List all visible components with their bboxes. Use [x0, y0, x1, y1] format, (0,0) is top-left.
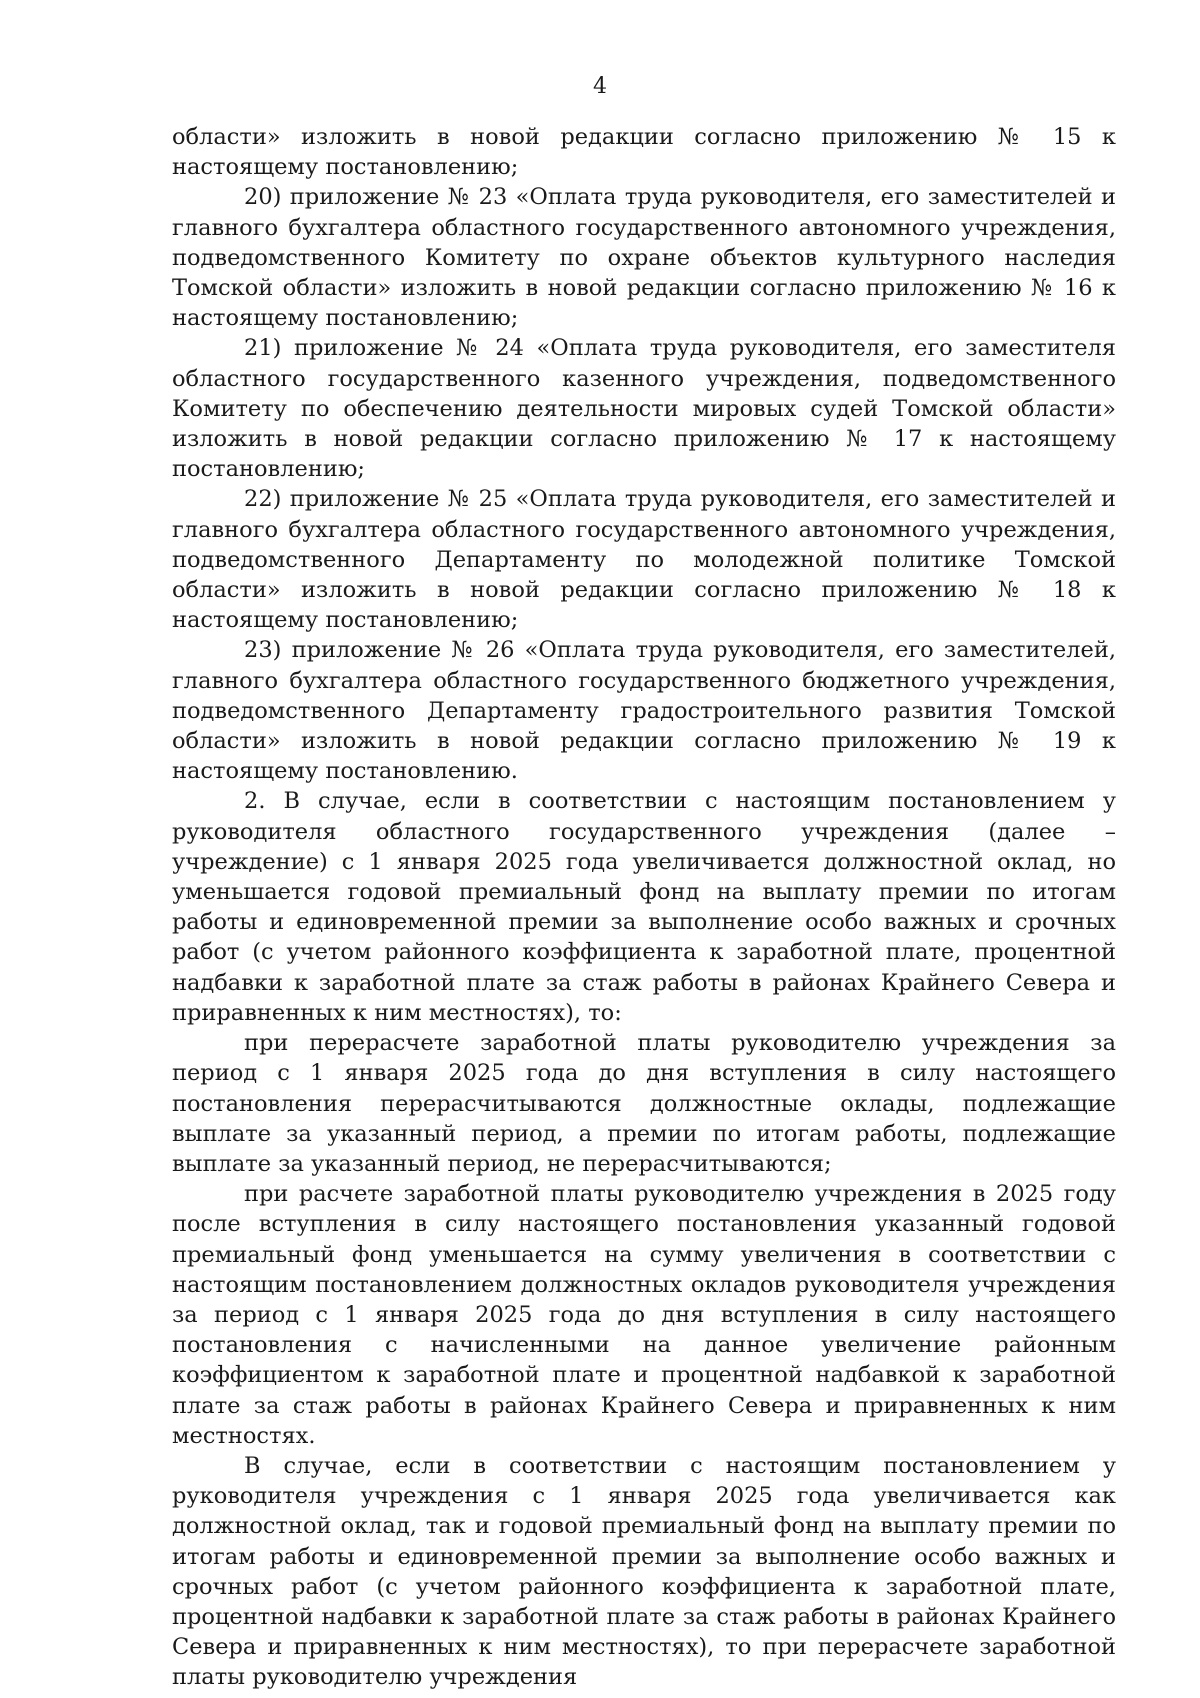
paragraph: 23) приложение № 26 «Оплата труда руководителя, его заместителей, главного бухгалтера областного государственного бюджетного учреждения, подведомственного Департаменту градостроительного развития Томской области» изложить в новой редакции согласно приложению № 19 к настоящему постановлению. — [172, 637, 1116, 785]
page-number: 4 — [593, 74, 607, 99]
paragraph: при перерасчете заработной платы руководителю учреждения за период с 1 января 2025 года до дня вступления в силу настоящего постановления перерасчитываются должностные оклады, подлежащие выплате за указанный период, а премии по итогам работы, подлежащие выплате за указанный период, не перерасчитываются; — [172, 1030, 1116, 1177]
paragraph: 21) приложение № 24 «Оплата труда руководителя, его заместителя областного государственного казенного учреждения, подведомственного Комитету по обеспечению деятельности мировых судей Томской области» изложить в новой редакции согласно приложению № 17 к настоящему постановлению; — [172, 335, 1116, 483]
paragraph: 20) приложение № 23 «Оплата труда руководителя, его заместителей и главного бухгалтера областного государственного автономного учреждения, подведомственного Комитету по охране объектов культурного наследия Томской области» изложить в новой редакции согласно приложению № 16 к настоящему постановлению; — [172, 184, 1116, 332]
paragraph: В случае, если в соответствии с настоящим постановлением у руководителя учреждения с 1 января 2025 года увеличивается как должностной оклад, так и годовой премиальный фонд на выплату премии по итогам работы и единовременной премии за выполнение особо важных и срочных работ (с учетом районного коэффициента к заработной плате, процентной надбавки к заработной плате за стаж работы в районах Крайнего Севера и приравненных к ним местностях), то при перерасчете заработной платы руководителю учреждения — [172, 1452, 1116, 1691]
paragraph: 2. В случае, если в соответствии с настоящим постановлением у руководителя областного государственного учреждения (далее – учреждение) с 1 января 2025 года увеличивается должностной оклад, но уменьшается годовой премиальный фонд на выплату премии по итогам работы и единовременной премии за выполнение особо важных и срочных работ (с учетом районного коэффициента к заработной плате, процентной надбавки к заработной плате за стаж работы в районах Крайнего Севера и приравненных к ним местностях), то: — [172, 788, 1116, 1026]
paragraph: при расчете заработной платы руководителю учреждения в 2025 году после вступления в силу настоящего постановления указанный годовой премиальный фонд уменьшается на сумму увеличения в соответствии с настоящим постановлением должностных окладов руководителя учреждения за период с 1 января 2025 года до дня вступления в силу настоящего постановления с начисленными на данное увеличение районным коэффициентом к заработной плате и процентной надбавкой к заработной плате за стаж работы в районах Крайнего Севера и приравненных к ним местностях. — [172, 1181, 1116, 1449]
document-body — [172, 122, 1116, 1693]
paragraph: 22) приложение № 25 «Оплата труда руководителя, его заместителей и главного бухгалтера областного государственного автономного учреждения, подведомственного Департаменту по молодежной политике Томской области» изложить в новой редакции согласно приложению № 18 к настоящему постановлению; — [172, 486, 1116, 634]
paragraph: области» изложить в новой редакции согласно приложению № 15 к настоящему постановлению; — [172, 124, 1116, 181]
